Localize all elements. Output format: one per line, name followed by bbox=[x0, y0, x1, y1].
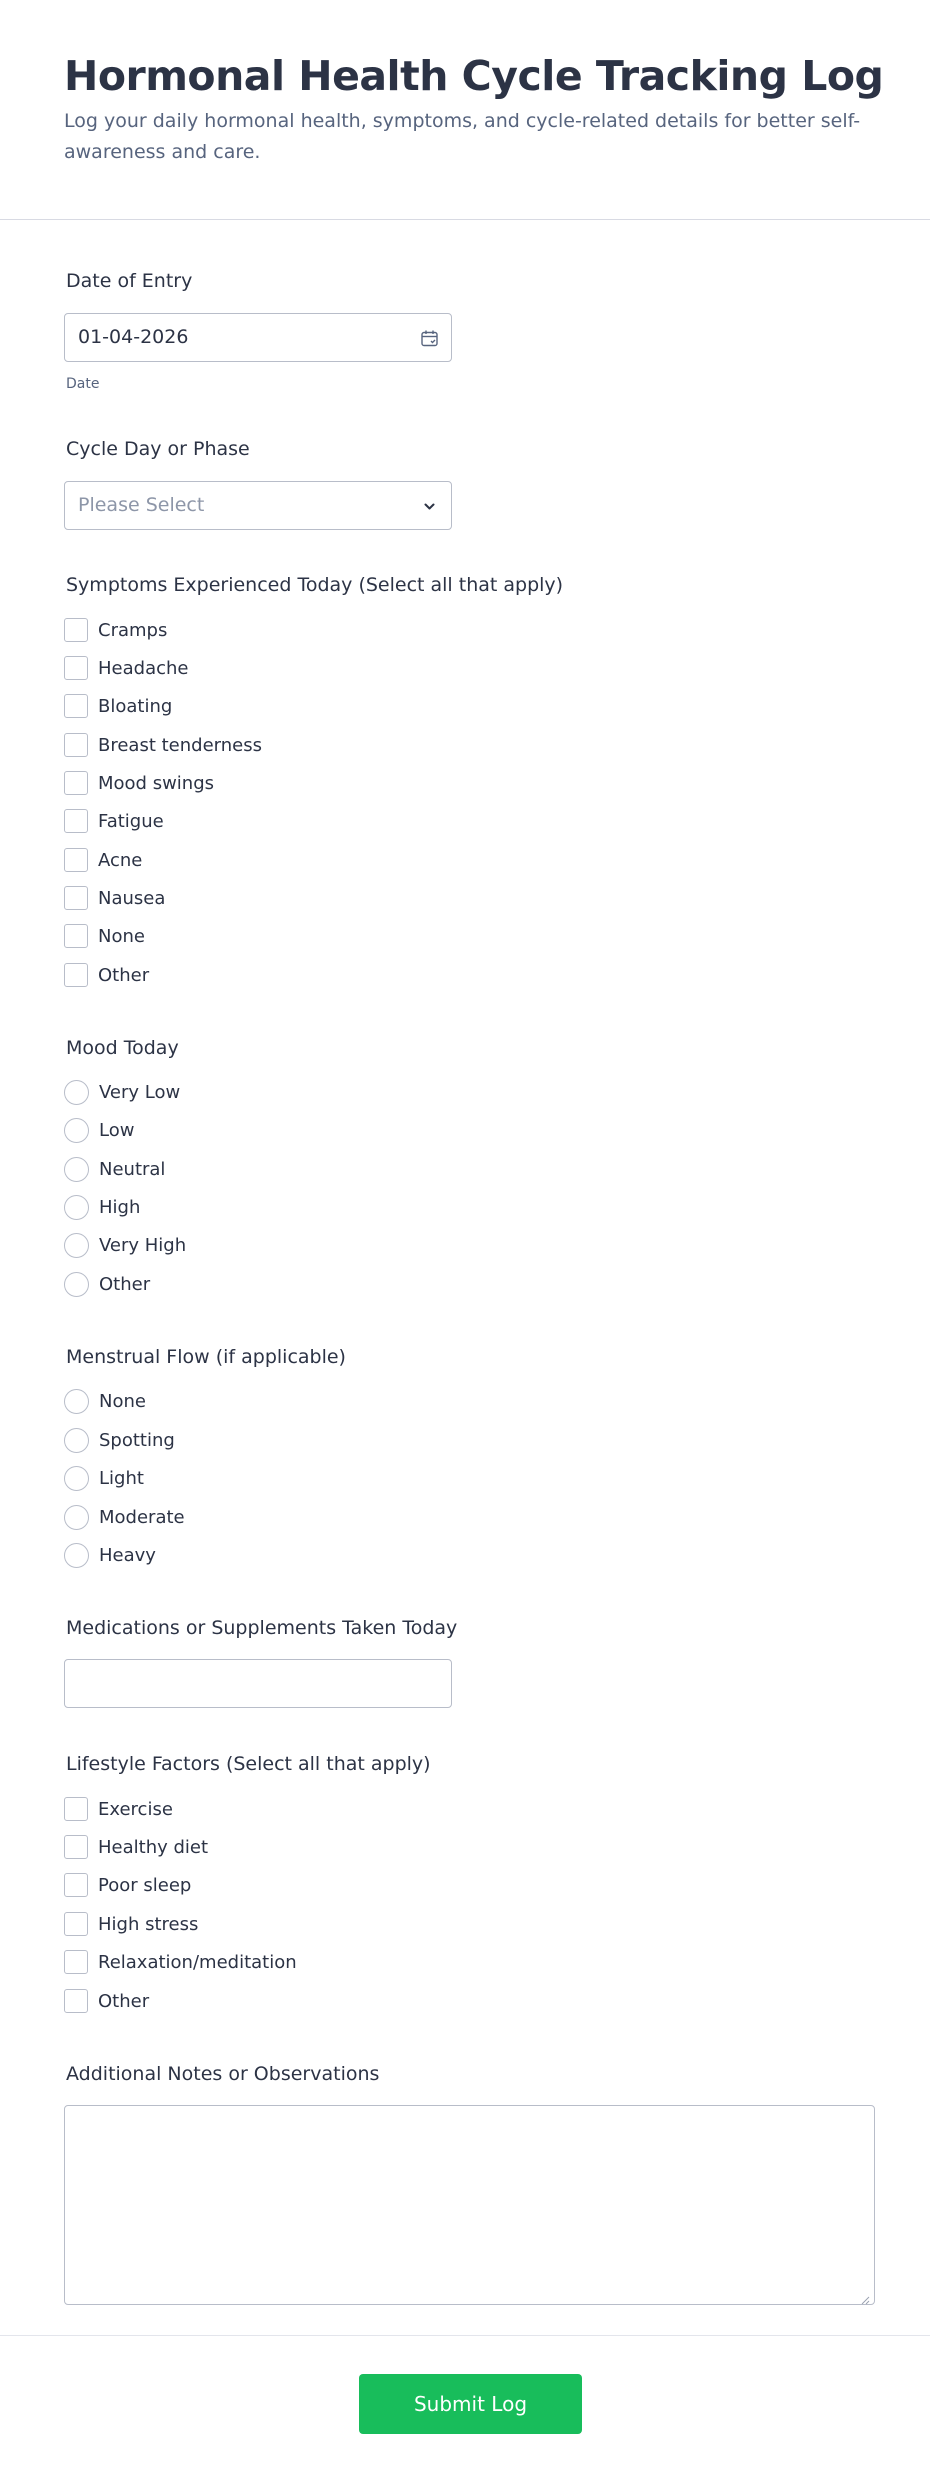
option-label: Very Low bbox=[99, 1081, 181, 1103]
flow-option[interactable] bbox=[64, 1465, 144, 1491]
date-label: Date of Entry bbox=[66, 270, 193, 292]
option-label: Headache bbox=[98, 657, 189, 679]
mood-option[interactable] bbox=[64, 1156, 165, 1182]
mood-option[interactable] bbox=[64, 1117, 134, 1143]
symptom-option[interactable] bbox=[64, 847, 142, 873]
option-label: Healthy diet bbox=[98, 1836, 209, 1858]
mood-label: Mood Today bbox=[66, 1037, 179, 1059]
radio-button[interactable] bbox=[64, 1428, 89, 1453]
option-label: Breast tenderness bbox=[98, 734, 262, 756]
lifestyle-option[interactable] bbox=[64, 1949, 297, 1975]
symptom-option[interactable] bbox=[64, 808, 164, 834]
checkbox[interactable] bbox=[64, 618, 88, 642]
checkbox[interactable] bbox=[64, 963, 88, 987]
option-label: None bbox=[99, 1390, 146, 1412]
checkbox[interactable] bbox=[64, 809, 88, 833]
option-label: Acne bbox=[98, 849, 143, 871]
date-sublabel: Date bbox=[66, 376, 100, 392]
form-header bbox=[0, 0, 930, 220]
option-label: High stress bbox=[98, 1913, 199, 1935]
radio-button[interactable] bbox=[64, 1466, 89, 1491]
symptom-option[interactable] bbox=[64, 732, 262, 758]
option-label: Exercise bbox=[98, 1798, 173, 1820]
cycle-label: Cycle Day or Phase bbox=[66, 438, 250, 460]
option-label: Bloating bbox=[98, 695, 173, 717]
option-label: None bbox=[98, 925, 145, 947]
medications-label: Medications or Supplements Taken Today bbox=[66, 1617, 458, 1639]
radio-button[interactable] bbox=[64, 1195, 89, 1220]
option-label: Moderate bbox=[99, 1506, 185, 1528]
medications-input[interactable] bbox=[64, 1659, 452, 1708]
notes-textarea[interactable] bbox=[64, 2105, 875, 2305]
radio-button[interactable] bbox=[64, 1505, 89, 1530]
checkbox[interactable] bbox=[64, 848, 88, 872]
radio-button[interactable] bbox=[64, 1272, 89, 1297]
checkbox[interactable] bbox=[64, 1989, 88, 2013]
mood-option[interactable] bbox=[64, 1079, 180, 1105]
option-label: Very High bbox=[99, 1234, 187, 1256]
radio-button[interactable] bbox=[64, 1157, 89, 1182]
symptom-option[interactable] bbox=[64, 962, 149, 988]
lifestyle-option[interactable] bbox=[64, 1988, 149, 2014]
radio-button[interactable] bbox=[64, 1233, 89, 1258]
flow-option[interactable] bbox=[64, 1504, 185, 1530]
option-label: Mood swings bbox=[98, 772, 215, 794]
checkbox[interactable] bbox=[64, 1873, 88, 1897]
checkbox[interactable] bbox=[64, 656, 88, 680]
checkbox[interactable] bbox=[64, 924, 88, 948]
checkbox[interactable] bbox=[64, 886, 88, 910]
lifestyle-option[interactable] bbox=[64, 1911, 198, 1937]
cycle-select[interactable] bbox=[64, 481, 452, 530]
checkbox[interactable] bbox=[64, 1797, 88, 1821]
calendar-icon[interactable] bbox=[420, 329, 439, 348]
form-title: Hormonal Health Cycle Tracking Log bbox=[64, 52, 884, 100]
option-label: Other bbox=[98, 964, 150, 986]
flow-label: Menstrual Flow (if applicable) bbox=[66, 1346, 346, 1368]
mood-option[interactable] bbox=[64, 1271, 150, 1297]
checkbox[interactable] bbox=[64, 1950, 88, 1974]
checkbox[interactable] bbox=[64, 1835, 88, 1859]
resize-handle-icon[interactable] bbox=[860, 2290, 870, 2300]
cycle-placeholder: Please Select bbox=[78, 494, 205, 516]
option-label: Low bbox=[99, 1119, 135, 1141]
submit-button[interactable]: Submit Log bbox=[359, 2374, 582, 2434]
symptom-option[interactable] bbox=[64, 693, 172, 719]
option-label: Other bbox=[99, 1273, 151, 1295]
radio-button[interactable] bbox=[64, 1118, 89, 1143]
option-label: Light bbox=[99, 1467, 144, 1489]
checkbox[interactable] bbox=[64, 733, 88, 757]
form-subtitle: Log your daily hormonal health, symptoms, and cycle-related details for better self-awareness and care. bbox=[64, 110, 861, 163]
option-label: Other bbox=[98, 1990, 150, 2012]
option-label: Spotting bbox=[99, 1429, 175, 1451]
symptom-option[interactable] bbox=[64, 770, 214, 796]
symptom-option[interactable] bbox=[64, 885, 165, 911]
flow-option[interactable] bbox=[64, 1388, 146, 1414]
option-label: High bbox=[99, 1196, 141, 1218]
option-label: Fatigue bbox=[98, 810, 164, 832]
symptoms-label: Symptoms Experienced Today (Select all that apply) bbox=[66, 574, 564, 596]
radio-button[interactable] bbox=[64, 1543, 89, 1568]
lifestyle-label: Lifestyle Factors (Select all that apply) bbox=[66, 1753, 431, 1775]
flow-option[interactable] bbox=[64, 1427, 175, 1453]
radio-button[interactable] bbox=[64, 1389, 89, 1414]
checkbox[interactable] bbox=[64, 694, 88, 718]
checkbox[interactable] bbox=[64, 1912, 88, 1936]
date-input[interactable] bbox=[64, 313, 452, 362]
notes-label: Additional Notes or Observations bbox=[66, 2063, 380, 2085]
lifestyle-option[interactable] bbox=[64, 1872, 191, 1898]
option-label: Heavy bbox=[99, 1544, 156, 1566]
mood-option[interactable] bbox=[64, 1232, 186, 1258]
option-label: Nausea bbox=[98, 887, 166, 909]
option-label: Relaxation/meditation bbox=[98, 1951, 297, 1973]
mood-option[interactable] bbox=[64, 1194, 140, 1220]
symptom-option[interactable] bbox=[64, 923, 145, 949]
date-value: 01-04-2026 bbox=[78, 326, 189, 348]
option-label: Poor sleep bbox=[98, 1874, 192, 1896]
radio-button[interactable] bbox=[64, 1080, 89, 1105]
lifestyle-option[interactable] bbox=[64, 1796, 173, 1822]
option-label: Cramps bbox=[98, 619, 168, 641]
checkbox[interactable] bbox=[64, 771, 88, 795]
lifestyle-option[interactable] bbox=[64, 1834, 208, 1860]
chevron-down-icon bbox=[420, 497, 439, 516]
option-label: Neutral bbox=[99, 1158, 166, 1180]
symptom-option[interactable] bbox=[64, 617, 167, 643]
flow-option[interactable] bbox=[64, 1542, 156, 1568]
symptom-option[interactable] bbox=[64, 655, 188, 681]
